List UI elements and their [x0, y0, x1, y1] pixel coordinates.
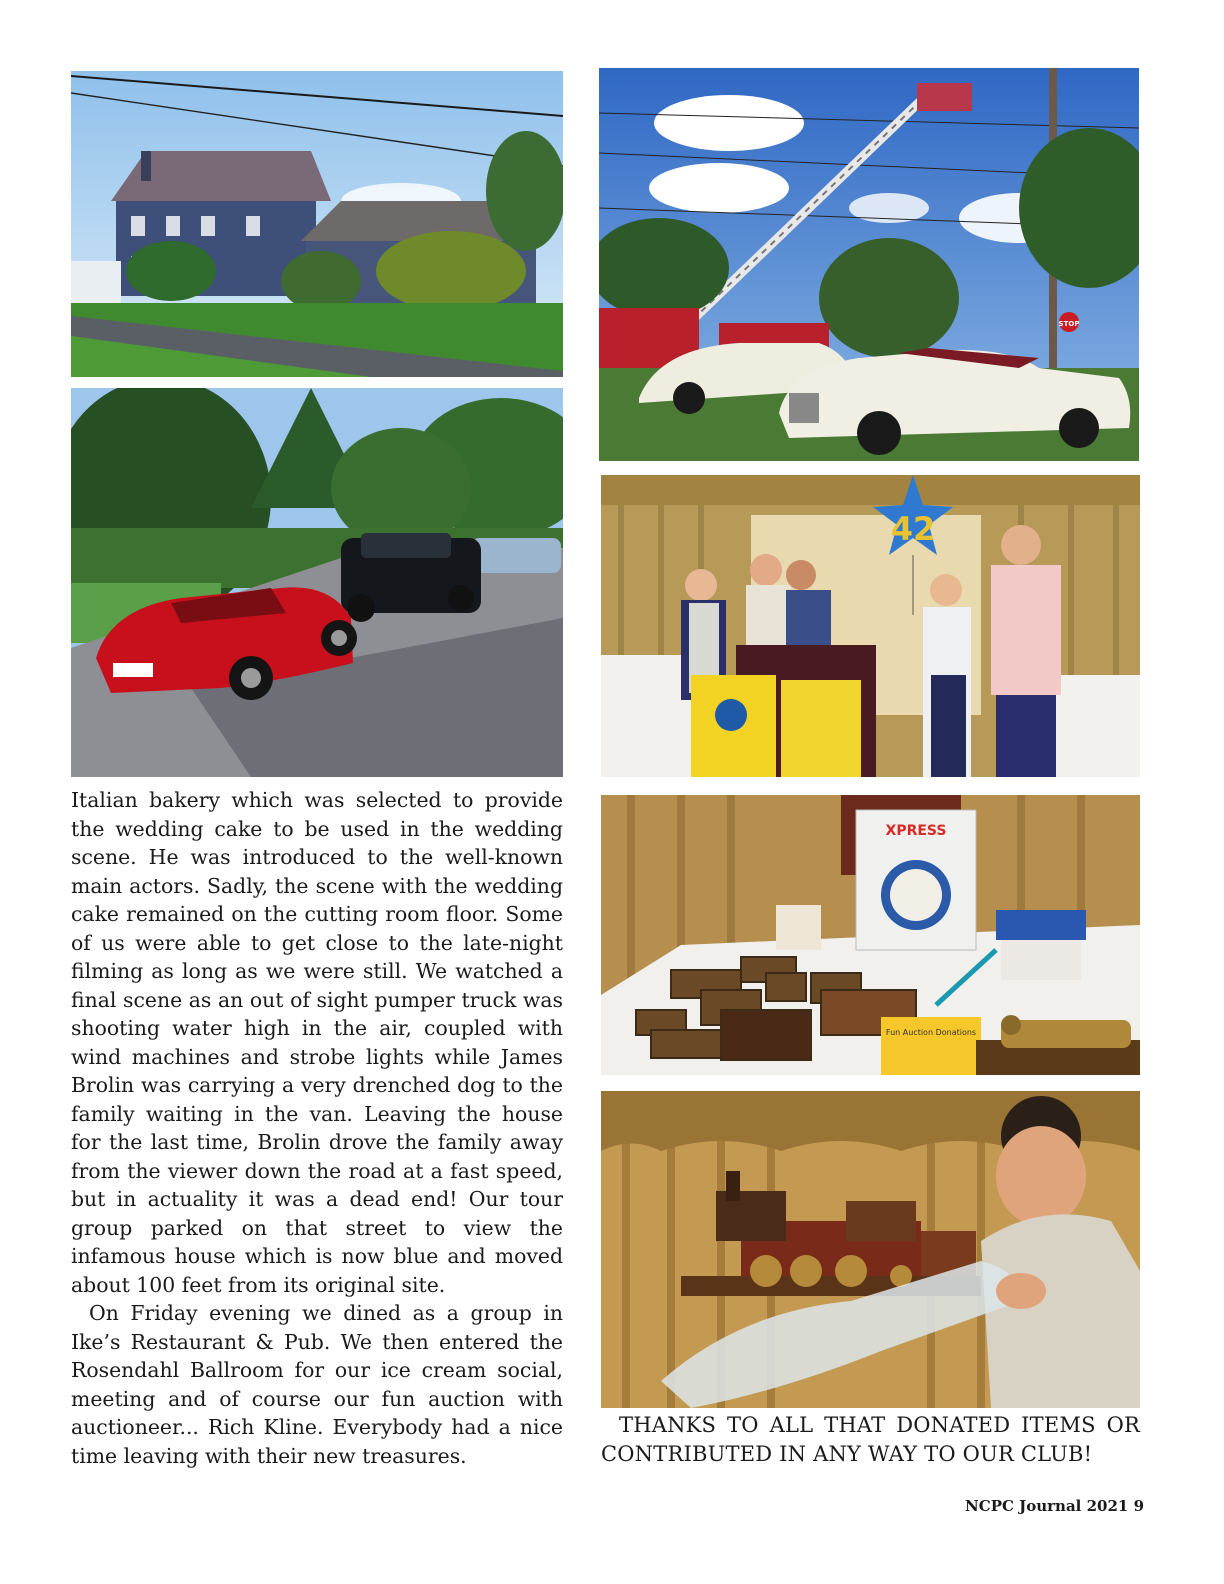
photo-cars-on-street [71, 388, 563, 777]
balloon-number-text: 42 [890, 510, 936, 548]
article-paragraph-2: On Friday evening we dined as a group in Ike’s Restaurant & Pub. We then entered the Rosendahl Ballroom for our ice cream social, meeting and of course our fun auction with auctioneer... Rich Kline. Everybody had a nice time leaving with their new treasures. [71, 1301, 563, 1468]
photo-blue-house [71, 71, 563, 377]
stop-sign-text: STOP [1058, 320, 1080, 328]
photo-man-with-train-model [601, 1091, 1140, 1408]
photo-fire-truck-ladder [599, 68, 1139, 461]
page-footer: NCPC Journal 2021 9 [965, 1497, 1144, 1515]
thanks-caption: THANKS TO ALL THAT DONATED ITEMS OR CONTRIBUTED IN ANY WAY TO OUR CLUB! [601, 1413, 1140, 1466]
article-paragraph-1: Italian bakery which was selected to provide the wedding cake to be used in the wedding scene. He was introduced to the well-known main actors. Sadly, the scene with the wedding cake remained on the cutting room floor. Some of us were able to get close to the late-night filming as long as we were still. We watched a final scene as an out of sight pumper truck was shooting water high in the air, coupled with wind machines and strobe lights while James Brolin was carrying a very drenched dog to the family waiting in the van. Leaving the house for the last time, Brolin drove the family away from the viewer down the road at a fast speed, but in actuality it was a dead end! Our tour group parked on that street to view the infamous house which is now blue and moved about 100 feet from its original site. [71, 788, 563, 1297]
box-label-text: XPRESS [885, 823, 947, 839]
photo-auction-donations [601, 795, 1140, 1075]
article-body [71, 786, 563, 1470]
auction-sign-text: Fun Auction Donations [885, 1028, 977, 1037]
photo-people-at-podium [601, 475, 1140, 777]
